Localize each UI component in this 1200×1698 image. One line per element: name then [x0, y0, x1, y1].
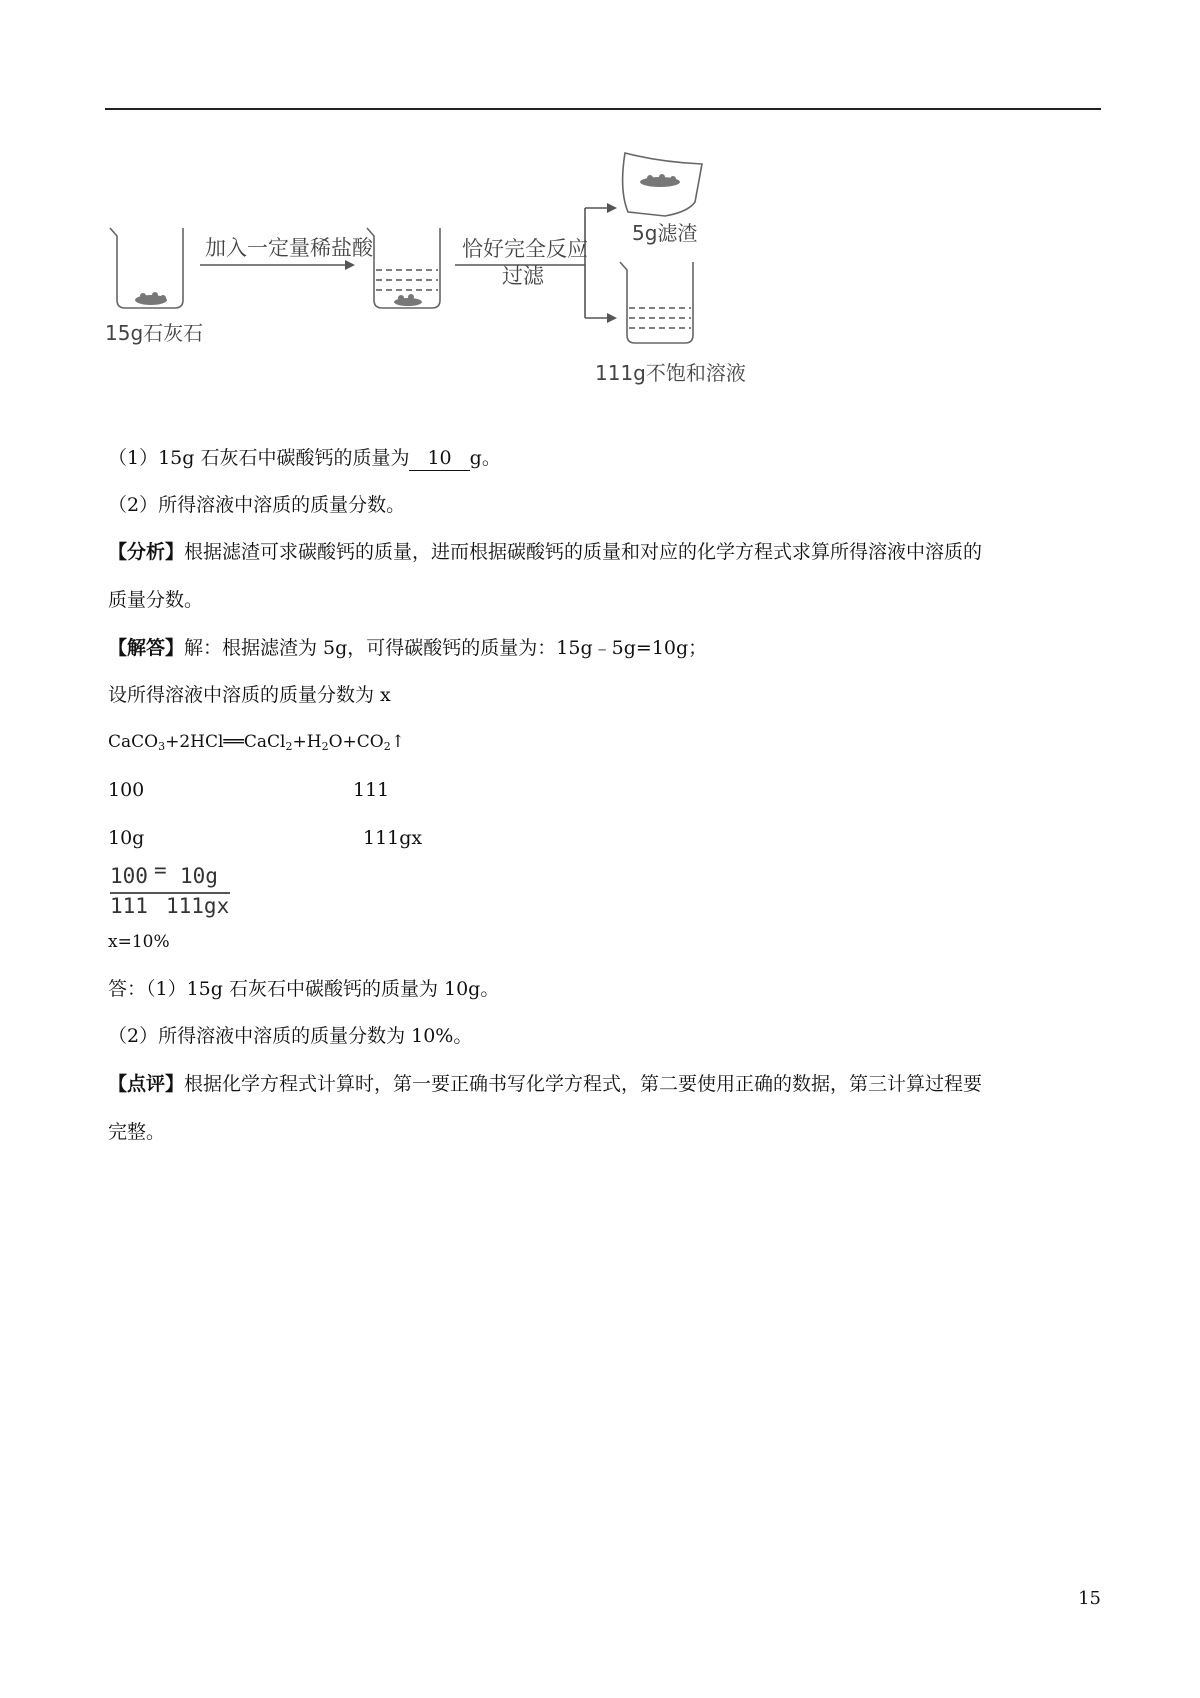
mass-row-2: 10g 111gx — [108, 827, 423, 849]
beaker-reaction — [367, 228, 440, 308]
question-1 — [108, 446, 501, 471]
analysis-line-1 — [108, 540, 982, 564]
solution-assumption: 设所得溶液中溶质的质量分数为 x — [108, 684, 391, 706]
beaker-solution — [620, 262, 693, 343]
answer-2: （2）所得溶液中溶质的质量分数为 10%。 — [108, 1025, 473, 1047]
page-number: 15 — [1078, 1588, 1101, 1609]
question-1-text: （1）15g 石灰石中碳酸钙的质量为 — [108, 447, 410, 469]
solution-tag: 【解答】 — [108, 637, 185, 659]
label-add-acid: 加入一定量稀盐酸 — [205, 236, 373, 260]
comment-tag: 【点评】 — [108, 1073, 185, 1095]
analysis-text: 根据滤渣可求碳酸钙的质量，进而根据碳酸钙的质量和对应的化学方程式求算所得溶液中溶质的 — [184, 541, 983, 563]
question-1-suffix: g。 — [469, 447, 501, 469]
answer-blank: 10 — [409, 446, 469, 471]
proportion-fraction: 100 = 10g 111 111gx — [110, 858, 230, 918]
label-limestone: 15g石灰石 — [105, 321, 204, 345]
comment-line-1 — [108, 1072, 982, 1096]
label-solution: 111g不饱和溶液 — [595, 361, 746, 385]
experiment-diagram — [105, 150, 825, 420]
comment-text: 根据化学方程式计算时，第一要正确书写化学方程式，第二要使用正确的数据，第三计算过程要 — [184, 1073, 983, 1095]
comment-line-2: 完整。 — [108, 1121, 166, 1143]
label-react: 恰好完全反应 — [462, 237, 588, 261]
label-residue: 5g滤渣 — [632, 221, 698, 245]
question-2: （2）所得溶液中溶质的质量分数。 — [108, 494, 406, 516]
analysis-line-2: 质量分数。 — [108, 589, 204, 611]
solution-text: 解：根据滤渣为 5g，可得碳酸钙的质量为：15g﹣5g=10g； — [184, 637, 708, 659]
label-filter: 过滤 — [502, 264, 544, 288]
answer-1: 答：（1）15g 石灰石中碳酸钙的质量为 10g。 — [108, 978, 500, 1000]
solution-line — [108, 636, 707, 660]
analysis-tag: 【分析】 — [108, 541, 185, 563]
header-rule — [105, 108, 1101, 110]
mass-row-1: 100 111 — [108, 779, 390, 801]
result: x=10% — [108, 932, 170, 952]
chemical-equation: $CaCO_3+2HCl══CaCl_2+H_2O+CO_2↑$ — [108, 732, 405, 753]
